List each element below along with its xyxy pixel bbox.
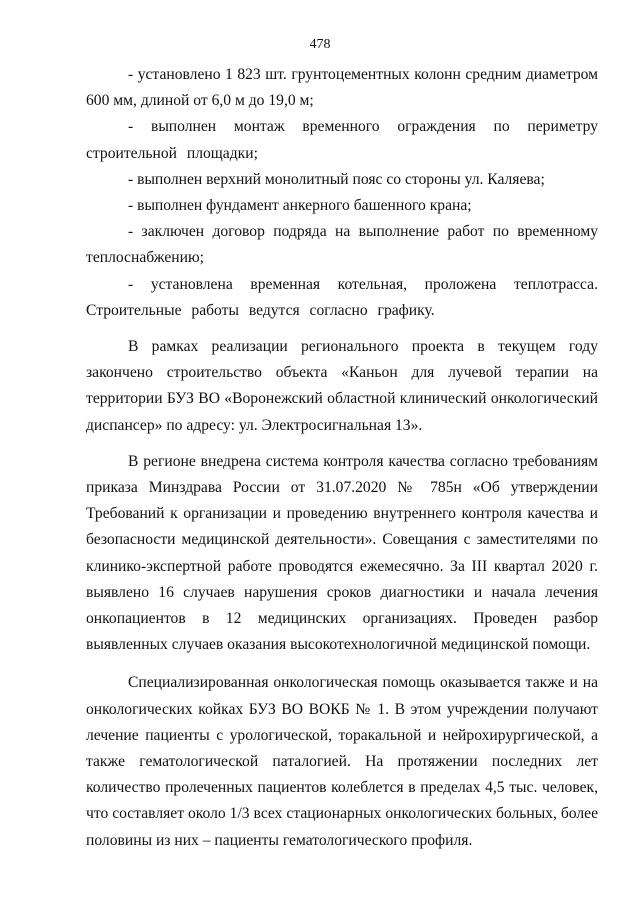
page-number: 478: [309, 37, 331, 52]
paragraph-belt-completed: - выполнен верхний монолитный пояс со стороны ул. Каляева;: [128, 170, 545, 188]
paragraph-boiler-installed: - установлена временная котельная, проложена теплотрасса. Строительные работы ведутся согласно графику.: [86, 275, 598, 319]
paragraph-specialized-care: Специализированная онкологическая помощь оказывается также и на онкологических койках БУЗ ВО ВОКБ № 1. В этом учреждении получают лечение пациенты с урологической, торакальной и нейрохирургической, а также гематологической паталогией. На протяжении последних лет количество пролеченных пациентов колеблется в пределах 4,5 тыс. человек, что составляет около 1/3 всех стационарных онкологических больных, более половины из них – пациенты гематологического профиля.: [86, 674, 598, 849]
paragraph-crane-foundation: - выполнен фундамент анкерного башенного крана;: [128, 197, 472, 215]
paragraph-heating-contract: - заключен договор подряда на выполнение работ по временному теплоснабжению;: [86, 223, 598, 267]
document-body: [86, 62, 598, 854]
paragraph-columns-installed: - установлено 1 823 шт. грунтоцементных колонн средним диаметром 600 мм, длиной от 6,0 м до 19,0 м;: [86, 66, 598, 110]
paragraph-canyon-project: В рамках реализации регионального проекта в текущем году закончено строительство объекта «Каньон для лучевой терапии на территории БУЗ ВО «Воронежский областной клинический онкологический диспансер» по адресу: ул. Электросигнальная 13».: [86, 338, 598, 434]
paragraph-quality-control: В регионе внедрена система контроля качества согласно требованиям приказа Минздрава России от 31.07.2020 № 785н «Об утверждении Требований к организации и проведению внутреннего контроля качества и безопасности медицинской деятельности». Совещания с заместителями по клинико-экспертной работе проводятся ежемесячно. За III квартал 2020 г. выявлено 16 случаев нарушения сроков диагностики и начала лечения онкопациентов в 12 медицинских организациях. Проведен разбор выявленных случаев оказания высокотехнологичной медицинской помощи.: [86, 452, 598, 654]
paragraph-fence-installed: - выполнен монтаж временного ограждения по периметру строительной площадки;: [86, 118, 598, 162]
